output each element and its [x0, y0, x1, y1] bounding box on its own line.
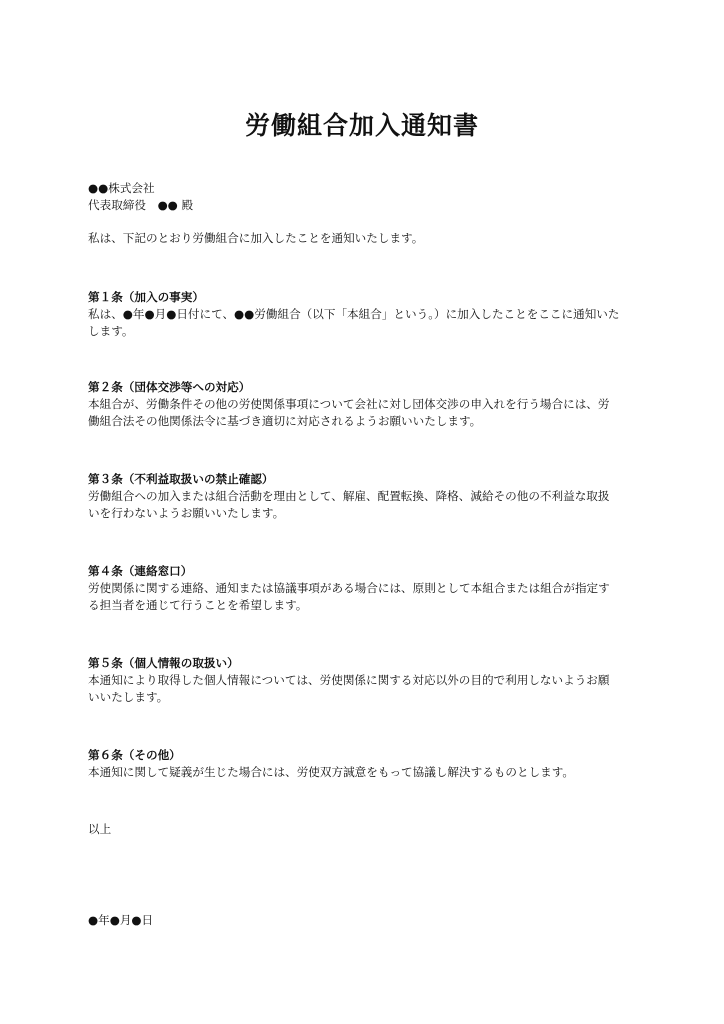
article-2 [88, 379, 648, 430]
article-heading: 第２条（団体交渉等への対応） [88, 380, 251, 394]
article-line: 労使関係に関する連絡、通知または協議事項がある場合には、原則として本組合または組合が指定す [88, 581, 610, 595]
document-title: 労働組合加入通知書 [244, 111, 479, 140]
intro-line: 私は、下記のとおり労働組合に加入したことを通知いたします。 [88, 231, 424, 245]
addressee-company: ●●株式会社 [88, 181, 155, 195]
article-heading: 第１条（加入の事実） [88, 290, 204, 304]
article-line: 本組合が、労働条件その他の労使関係事項について会社に対し団体交渉の申入れを行う場合には、労 [88, 397, 610, 411]
article-line: 労働組合への加入または組合活動を理由として、解雇、配置転換、降格、減給その他の不利益な取扱 [88, 489, 610, 503]
article-heading: 第４条（連絡窓口） [88, 564, 193, 578]
article-line: 働組合法その他関係法令に基づき適切に対応されるようお願いいたします。 [88, 414, 482, 428]
closing-text [88, 821, 648, 838]
addressee [88, 180, 648, 214]
article-line: る担当者を通じて行うことを希望します。 [88, 598, 308, 612]
article-line: 本通知に関して疑義が生じた場合には、労使双方誠意をもって協議し解決するものとします。 [88, 765, 575, 779]
article-line: いいたします。 [88, 690, 169, 704]
article-line: します。 [88, 324, 134, 338]
article-line: 本通知により取得した個人情報については、労使関係に関する対応以外の目的で利用しないようお願 [88, 673, 610, 687]
document-date [88, 912, 648, 929]
article-line: 私は、●年●月●日付にて、●●労働組合（以下「本組合」という。）に加入したことをここに通知いた [88, 307, 620, 321]
article-heading: 第５条（個人情報の取扱い） [88, 656, 239, 670]
date-line: ●年●月●日 [88, 913, 154, 927]
article-6 [88, 747, 648, 781]
addressee-person: 代表取締役 ●● 殿 [88, 198, 194, 212]
article-3 [88, 471, 648, 522]
article-line: いを行わないようお願いいたします。 [88, 506, 285, 520]
article-4 [88, 563, 648, 614]
article-1 [88, 289, 648, 340]
intro-text [88, 230, 648, 247]
article-heading: 第３条（不利益取扱いの禁止確認） [88, 472, 274, 486]
article-5 [88, 655, 648, 706]
closing-line: 以上 [88, 822, 112, 836]
article-heading: 第６条（その他） [88, 748, 181, 762]
